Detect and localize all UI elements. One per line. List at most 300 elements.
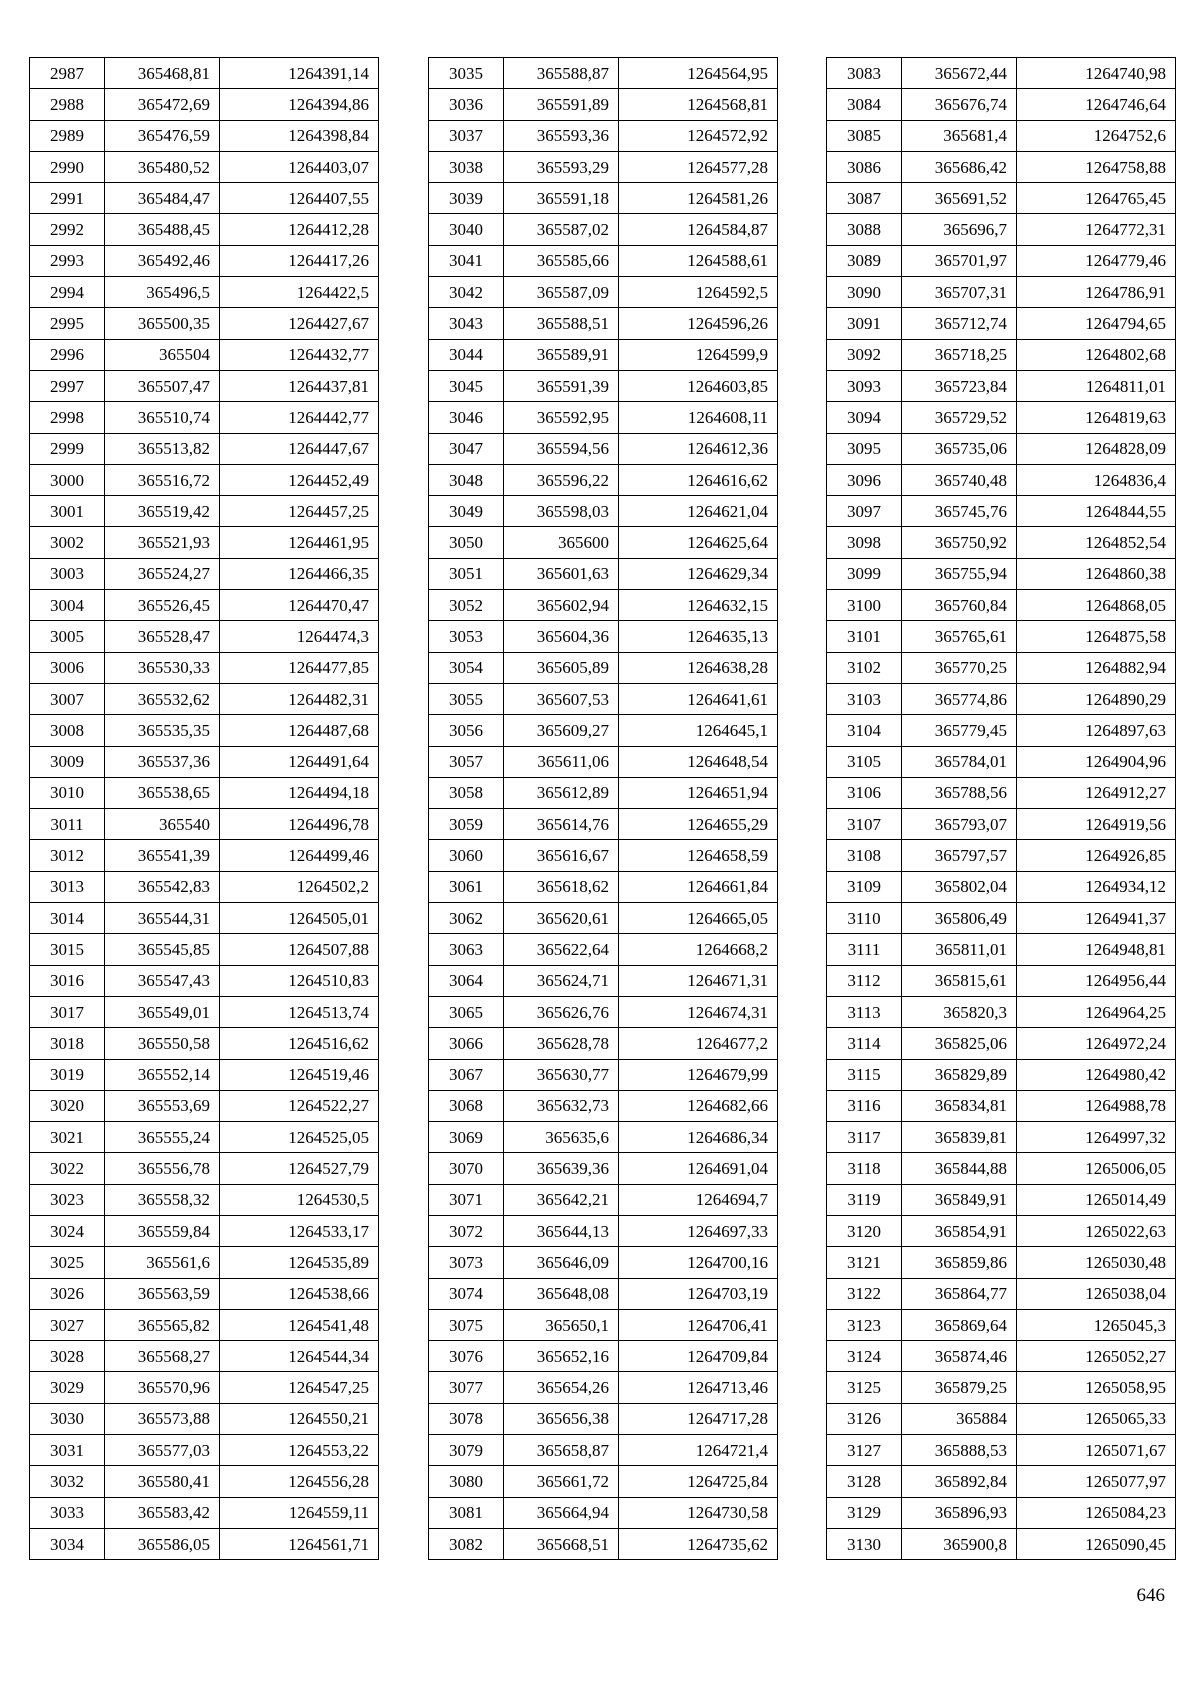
x-coordinate-cell: 365583,42 — [105, 1497, 220, 1528]
y-coordinate-cell: 1264535,89 — [220, 1247, 379, 1278]
point-number-cell: 3040 — [429, 214, 504, 245]
x-coordinate-cell: 365558,32 — [105, 1184, 220, 1215]
y-coordinate-cell: 1264541,48 — [220, 1309, 379, 1340]
y-coordinate-cell: 1264538,66 — [220, 1278, 379, 1309]
point-number-cell: 2992 — [30, 214, 105, 245]
x-coordinate-cell: 365648,08 — [504, 1278, 619, 1309]
x-coordinate-cell: 365869,64 — [902, 1309, 1017, 1340]
y-coordinate-cell: 1264674,31 — [619, 996, 778, 1027]
x-coordinate-cell: 365784,01 — [902, 746, 1017, 777]
point-number-cell: 3061 — [429, 871, 504, 902]
table-row — [30, 1215, 379, 1246]
y-coordinate-cell: 1264510,83 — [220, 965, 379, 996]
table-row — [429, 871, 778, 902]
x-coordinate-cell: 365664,94 — [504, 1497, 619, 1528]
x-coordinate-cell: 365765,61 — [902, 621, 1017, 652]
point-number-cell: 3087 — [827, 183, 902, 214]
table-row — [429, 1028, 778, 1059]
y-coordinate-cell: 1264648,54 — [619, 746, 778, 777]
table-row — [30, 558, 379, 589]
y-coordinate-cell: 1264725,84 — [619, 1466, 778, 1497]
point-number-cell: 3008 — [30, 715, 105, 746]
point-number-cell: 3069 — [429, 1122, 504, 1153]
x-coordinate-cell: 365593,29 — [504, 151, 619, 182]
point-number-cell: 3129 — [827, 1497, 902, 1528]
y-coordinate-cell: 1264599,9 — [619, 339, 778, 370]
point-number-cell: 3026 — [30, 1278, 105, 1309]
y-coordinate-cell: 1264513,74 — [220, 996, 379, 1027]
point-number-cell: 3013 — [30, 871, 105, 902]
x-coordinate-cell: 365740,48 — [902, 464, 1017, 495]
table-row — [827, 1184, 1176, 1215]
table-row — [30, 1059, 379, 1090]
table-row — [429, 89, 778, 120]
y-coordinate-cell: 1264844,55 — [1017, 496, 1176, 527]
y-coordinate-cell: 1265022,63 — [1017, 1215, 1176, 1246]
point-number-cell: 3086 — [827, 151, 902, 182]
x-coordinate-cell: 365604,36 — [504, 621, 619, 652]
y-coordinate-cell: 1264603,85 — [619, 370, 778, 401]
point-number-cell: 2987 — [30, 58, 105, 89]
x-coordinate-cell: 365650,1 — [504, 1309, 619, 1340]
x-coordinate-cell: 365829,89 — [902, 1059, 1017, 1090]
y-coordinate-cell: 1264972,24 — [1017, 1028, 1176, 1059]
point-number-cell: 3092 — [827, 339, 902, 370]
point-number-cell: 3055 — [429, 683, 504, 714]
y-coordinate-cell: 1264632,15 — [619, 590, 778, 621]
x-coordinate-cell: 365587,09 — [504, 277, 619, 308]
y-coordinate-cell: 1264588,61 — [619, 245, 778, 276]
y-coordinate-cell: 1264427,67 — [220, 308, 379, 339]
table-row — [30, 1278, 379, 1309]
table-row — [30, 308, 379, 339]
point-number-cell: 3005 — [30, 621, 105, 652]
x-coordinate-cell: 365691,52 — [902, 183, 1017, 214]
table-row — [30, 245, 379, 276]
table-row — [30, 1184, 379, 1215]
point-number-cell: 3010 — [30, 777, 105, 808]
point-number-cell: 3075 — [429, 1309, 504, 1340]
y-coordinate-cell: 1264860,38 — [1017, 558, 1176, 589]
table-row — [429, 1153, 778, 1184]
y-coordinate-cell: 1264786,91 — [1017, 277, 1176, 308]
point-number-cell: 3019 — [30, 1059, 105, 1090]
point-number-cell: 3093 — [827, 370, 902, 401]
point-number-cell: 3123 — [827, 1309, 902, 1340]
table-row — [429, 1435, 778, 1466]
x-coordinate-cell: 365618,62 — [504, 871, 619, 902]
x-coordinate-cell: 365735,06 — [902, 433, 1017, 464]
table-row — [827, 715, 1176, 746]
point-number-cell: 3059 — [429, 809, 504, 840]
x-coordinate-cell: 365607,53 — [504, 683, 619, 714]
point-number-cell: 3076 — [429, 1341, 504, 1372]
y-coordinate-cell: 1264717,28 — [619, 1403, 778, 1434]
table-row — [429, 683, 778, 714]
table-row — [827, 308, 1176, 339]
x-coordinate-cell: 365577,03 — [105, 1435, 220, 1466]
point-number-cell: 3090 — [827, 277, 902, 308]
table-row — [30, 1528, 379, 1559]
x-coordinate-cell: 365516,72 — [105, 464, 220, 495]
y-coordinate-cell: 1264852,54 — [1017, 527, 1176, 558]
y-coordinate-cell: 1264956,44 — [1017, 965, 1176, 996]
y-coordinate-cell: 1264897,63 — [1017, 715, 1176, 746]
y-coordinate-cell: 1264668,2 — [619, 934, 778, 965]
x-coordinate-cell: 365553,69 — [105, 1090, 220, 1121]
point-number-cell: 3042 — [429, 277, 504, 308]
x-coordinate-cell: 365760,84 — [902, 590, 1017, 621]
point-number-cell: 3034 — [30, 1528, 105, 1559]
point-number-cell: 3047 — [429, 433, 504, 464]
x-coordinate-cell: 365484,47 — [105, 183, 220, 214]
y-coordinate-cell: 1264686,34 — [619, 1122, 778, 1153]
table-row — [429, 1122, 778, 1153]
table-row — [30, 715, 379, 746]
point-number-cell: 3050 — [429, 527, 504, 558]
x-coordinate-cell: 365563,59 — [105, 1278, 220, 1309]
table-row — [429, 934, 778, 965]
table-row — [30, 1090, 379, 1121]
table-row — [30, 840, 379, 871]
point-number-cell: 3057 — [429, 746, 504, 777]
table-row — [827, 683, 1176, 714]
y-coordinate-cell: 1264682,66 — [619, 1090, 778, 1121]
y-coordinate-cell: 1264561,71 — [220, 1528, 379, 1559]
y-coordinate-cell: 1264496,78 — [220, 809, 379, 840]
x-coordinate-cell: 365588,87 — [504, 58, 619, 89]
point-number-cell: 3044 — [429, 339, 504, 370]
y-coordinate-cell: 1264645,1 — [619, 715, 778, 746]
point-number-cell: 3067 — [429, 1059, 504, 1090]
y-coordinate-cell: 1264677,2 — [619, 1028, 778, 1059]
point-number-cell: 3115 — [827, 1059, 902, 1090]
table-row — [827, 1090, 1176, 1121]
table-row — [827, 1403, 1176, 1434]
y-coordinate-cell: 1264621,04 — [619, 496, 778, 527]
point-number-cell: 3058 — [429, 777, 504, 808]
x-coordinate-cell: 365806,49 — [902, 903, 1017, 934]
point-number-cell: 3099 — [827, 558, 902, 589]
y-coordinate-cell: 1264474,3 — [220, 621, 379, 652]
table-row — [30, 590, 379, 621]
x-coordinate-cell: 365602,94 — [504, 590, 619, 621]
point-number-cell: 3116 — [827, 1090, 902, 1121]
x-coordinate-cell: 365600 — [504, 527, 619, 558]
y-coordinate-cell: 1264655,29 — [619, 809, 778, 840]
point-number-cell: 3081 — [429, 1497, 504, 1528]
table-row — [30, 402, 379, 433]
x-coordinate-cell: 365530,33 — [105, 652, 220, 683]
table-row — [30, 433, 379, 464]
point-number-cell: 3025 — [30, 1247, 105, 1278]
x-coordinate-cell: 365834,81 — [902, 1090, 1017, 1121]
y-coordinate-cell: 1264559,11 — [220, 1497, 379, 1528]
table-row — [30, 746, 379, 777]
table-row — [30, 683, 379, 714]
point-number-cell: 3125 — [827, 1372, 902, 1403]
table-row — [30, 214, 379, 245]
page-number: 646 — [1136, 1585, 1165, 1606]
point-number-cell: 3039 — [429, 183, 504, 214]
table-row — [827, 183, 1176, 214]
table-row — [827, 934, 1176, 965]
y-coordinate-cell: 1264721,4 — [619, 1435, 778, 1466]
x-coordinate-cell: 365788,56 — [902, 777, 1017, 808]
x-coordinate-cell: 365626,76 — [504, 996, 619, 1027]
point-number-cell: 3101 — [827, 621, 902, 652]
x-coordinate-cell: 365588,51 — [504, 308, 619, 339]
x-coordinate-cell: 365549,01 — [105, 996, 220, 1027]
point-number-cell: 3015 — [30, 934, 105, 965]
point-number-cell: 3109 — [827, 871, 902, 902]
point-number-cell: 2993 — [30, 245, 105, 276]
table-row — [827, 621, 1176, 652]
table-row — [827, 590, 1176, 621]
y-coordinate-cell: 1264706,41 — [619, 1309, 778, 1340]
table-row — [30, 527, 379, 558]
point-number-cell: 3068 — [429, 1090, 504, 1121]
y-coordinate-cell: 1264752,6 — [1017, 120, 1176, 151]
table-row — [827, 339, 1176, 370]
x-coordinate-cell: 365797,57 — [902, 840, 1017, 871]
table-row — [30, 277, 379, 308]
y-coordinate-cell: 1264616,62 — [619, 464, 778, 495]
point-number-cell: 3073 — [429, 1247, 504, 1278]
table-row — [827, 996, 1176, 1027]
point-number-cell: 3091 — [827, 308, 902, 339]
point-number-cell: 3070 — [429, 1153, 504, 1184]
x-coordinate-cell: 365639,36 — [504, 1153, 619, 1184]
x-coordinate-cell: 365676,74 — [902, 89, 1017, 120]
x-coordinate-cell: 365488,45 — [105, 214, 220, 245]
x-coordinate-cell: 365513,82 — [105, 433, 220, 464]
table-row — [429, 496, 778, 527]
y-coordinate-cell: 1265030,48 — [1017, 1247, 1176, 1278]
x-coordinate-cell: 365519,42 — [105, 496, 220, 527]
point-number-cell: 3006 — [30, 652, 105, 683]
table-row — [30, 1153, 379, 1184]
table-row — [429, 1372, 778, 1403]
point-number-cell: 3004 — [30, 590, 105, 621]
table-row — [429, 746, 778, 777]
y-coordinate-cell: 1264581,26 — [619, 183, 778, 214]
point-number-cell: 3121 — [827, 1247, 902, 1278]
x-coordinate-cell: 365609,27 — [504, 715, 619, 746]
y-coordinate-cell: 1264980,42 — [1017, 1059, 1176, 1090]
point-number-cell: 3016 — [30, 965, 105, 996]
point-number-cell: 2989 — [30, 120, 105, 151]
table-row — [827, 402, 1176, 433]
point-number-cell: 2990 — [30, 151, 105, 182]
x-coordinate-cell: 365896,93 — [902, 1497, 1017, 1528]
point-number-cell: 3078 — [429, 1403, 504, 1434]
y-coordinate-cell: 1264564,95 — [619, 58, 778, 89]
y-coordinate-cell: 1264635,13 — [619, 621, 778, 652]
point-number-cell: 3077 — [429, 1372, 504, 1403]
y-coordinate-cell: 1264527,79 — [220, 1153, 379, 1184]
table-row — [827, 1215, 1176, 1246]
table-row — [429, 214, 778, 245]
y-coordinate-cell: 1264568,81 — [619, 89, 778, 120]
x-coordinate-cell: 365712,74 — [902, 308, 1017, 339]
point-number-cell: 3046 — [429, 402, 504, 433]
x-coordinate-cell: 365468,81 — [105, 58, 220, 89]
y-coordinate-cell: 1264890,29 — [1017, 683, 1176, 714]
x-coordinate-cell: 365658,87 — [504, 1435, 619, 1466]
x-coordinate-cell: 365591,18 — [504, 183, 619, 214]
point-number-cell: 3062 — [429, 903, 504, 934]
table-row — [30, 370, 379, 401]
y-coordinate-cell: 1264572,92 — [619, 120, 778, 151]
point-number-cell: 3065 — [429, 996, 504, 1027]
table-row — [827, 1122, 1176, 1153]
x-coordinate-cell: 365635,6 — [504, 1122, 619, 1153]
point-number-cell: 3126 — [827, 1403, 902, 1434]
y-coordinate-cell: 1264765,45 — [1017, 183, 1176, 214]
table-row — [429, 996, 778, 1027]
x-coordinate-cell: 365696,7 — [902, 214, 1017, 245]
point-number-cell: 2999 — [30, 433, 105, 464]
x-coordinate-cell: 365540 — [105, 809, 220, 840]
y-coordinate-cell: 1264482,31 — [220, 683, 379, 714]
y-coordinate-cell: 1264437,81 — [220, 370, 379, 401]
table-row — [429, 402, 778, 433]
point-number-cell: 3082 — [429, 1528, 504, 1559]
point-number-cell: 3117 — [827, 1122, 902, 1153]
y-coordinate-cell: 1265077,97 — [1017, 1466, 1176, 1497]
point-number-cell: 3085 — [827, 120, 902, 151]
x-coordinate-cell: 365779,45 — [902, 715, 1017, 746]
table-row — [827, 1341, 1176, 1372]
point-number-cell: 3119 — [827, 1184, 902, 1215]
table-row — [429, 1184, 778, 1215]
y-coordinate-cell: 1265090,45 — [1017, 1528, 1176, 1559]
y-coordinate-cell: 1264651,94 — [619, 777, 778, 808]
table-row — [30, 652, 379, 683]
y-coordinate-cell: 1264740,98 — [1017, 58, 1176, 89]
table-row — [827, 1028, 1176, 1059]
y-coordinate-cell: 1265058,95 — [1017, 1372, 1176, 1403]
y-coordinate-cell: 1264912,27 — [1017, 777, 1176, 808]
table-row — [827, 1435, 1176, 1466]
point-number-cell: 3041 — [429, 245, 504, 276]
point-number-cell: 3124 — [827, 1341, 902, 1372]
x-coordinate-cell: 365879,25 — [902, 1372, 1017, 1403]
y-coordinate-cell: 1264391,14 — [220, 58, 379, 89]
x-coordinate-cell: 365624,71 — [504, 965, 619, 996]
point-number-cell: 3014 — [30, 903, 105, 934]
table-row — [827, 527, 1176, 558]
x-coordinate-cell: 365524,27 — [105, 558, 220, 589]
point-number-cell: 3080 — [429, 1466, 504, 1497]
y-coordinate-cell: 1264828,09 — [1017, 433, 1176, 464]
x-coordinate-cell: 365770,25 — [902, 652, 1017, 683]
y-coordinate-cell: 1264525,05 — [220, 1122, 379, 1153]
x-coordinate-cell: 365750,92 — [902, 527, 1017, 558]
table-row — [429, 590, 778, 621]
y-coordinate-cell: 1264836,4 — [1017, 464, 1176, 495]
y-coordinate-cell: 1264868,05 — [1017, 590, 1176, 621]
point-number-cell: 3089 — [827, 245, 902, 276]
table-row — [30, 1372, 379, 1403]
point-number-cell: 3035 — [429, 58, 504, 89]
y-coordinate-cell: 1264577,28 — [619, 151, 778, 182]
y-coordinate-cell: 1264417,26 — [220, 245, 379, 276]
table-row — [429, 464, 778, 495]
x-coordinate-cell: 365755,94 — [902, 558, 1017, 589]
table-row — [827, 1059, 1176, 1090]
x-coordinate-cell: 365545,85 — [105, 934, 220, 965]
table-row — [30, 621, 379, 652]
x-coordinate-cell: 365654,26 — [504, 1372, 619, 1403]
point-number-cell: 3009 — [30, 746, 105, 777]
point-number-cell: 3036 — [429, 89, 504, 120]
point-number-cell: 3105 — [827, 746, 902, 777]
y-coordinate-cell: 1264700,16 — [619, 1247, 778, 1278]
point-number-cell: 3095 — [827, 433, 902, 464]
table-row — [30, 183, 379, 214]
point-number-cell: 3031 — [30, 1435, 105, 1466]
x-coordinate-cell: 365864,77 — [902, 1278, 1017, 1309]
table-row — [30, 965, 379, 996]
y-coordinate-cell: 1264730,58 — [619, 1497, 778, 1528]
point-number-cell: 3100 — [827, 590, 902, 621]
table-row — [30, 1466, 379, 1497]
y-coordinate-cell: 1264608,11 — [619, 402, 778, 433]
table-row — [827, 1278, 1176, 1309]
x-coordinate-cell: 365844,88 — [902, 1153, 1017, 1184]
table-row — [30, 1309, 379, 1340]
x-coordinate-cell: 365592,95 — [504, 402, 619, 433]
x-coordinate-cell: 365535,35 — [105, 715, 220, 746]
y-coordinate-cell: 1264422,5 — [220, 277, 379, 308]
x-coordinate-cell: 365825,06 — [902, 1028, 1017, 1059]
x-coordinate-cell: 365500,35 — [105, 308, 220, 339]
table-row — [30, 58, 379, 89]
table-row — [827, 89, 1176, 120]
table-row — [429, 308, 778, 339]
table-row — [429, 1528, 778, 1559]
x-coordinate-cell: 365815,61 — [902, 965, 1017, 996]
table-row — [30, 496, 379, 527]
y-coordinate-cell: 1264941,37 — [1017, 903, 1176, 934]
table-row — [827, 1497, 1176, 1528]
x-coordinate-cell: 365859,86 — [902, 1247, 1017, 1278]
table-row — [429, 1497, 778, 1528]
table-row — [30, 1122, 379, 1153]
x-coordinate-cell: 365802,04 — [902, 871, 1017, 902]
y-coordinate-cell: 1264544,34 — [220, 1341, 379, 1372]
point-number-cell: 3020 — [30, 1090, 105, 1121]
table-row — [827, 370, 1176, 401]
x-coordinate-cell: 365646,09 — [504, 1247, 619, 1278]
x-coordinate-cell: 365849,91 — [902, 1184, 1017, 1215]
table-row — [30, 871, 379, 902]
table-row — [827, 120, 1176, 151]
y-coordinate-cell: 1264407,55 — [220, 183, 379, 214]
y-coordinate-cell: 1265052,27 — [1017, 1341, 1176, 1372]
coordinates-table-2 — [428, 57, 778, 1560]
x-coordinate-cell: 365507,47 — [105, 370, 220, 401]
x-coordinate-cell: 365565,82 — [105, 1309, 220, 1340]
table-row — [429, 339, 778, 370]
table-row — [827, 871, 1176, 902]
x-coordinate-cell: 365614,76 — [504, 809, 619, 840]
y-coordinate-cell: 1264550,21 — [220, 1403, 379, 1434]
point-number-cell: 3032 — [30, 1466, 105, 1497]
x-coordinate-cell: 365632,73 — [504, 1090, 619, 1121]
